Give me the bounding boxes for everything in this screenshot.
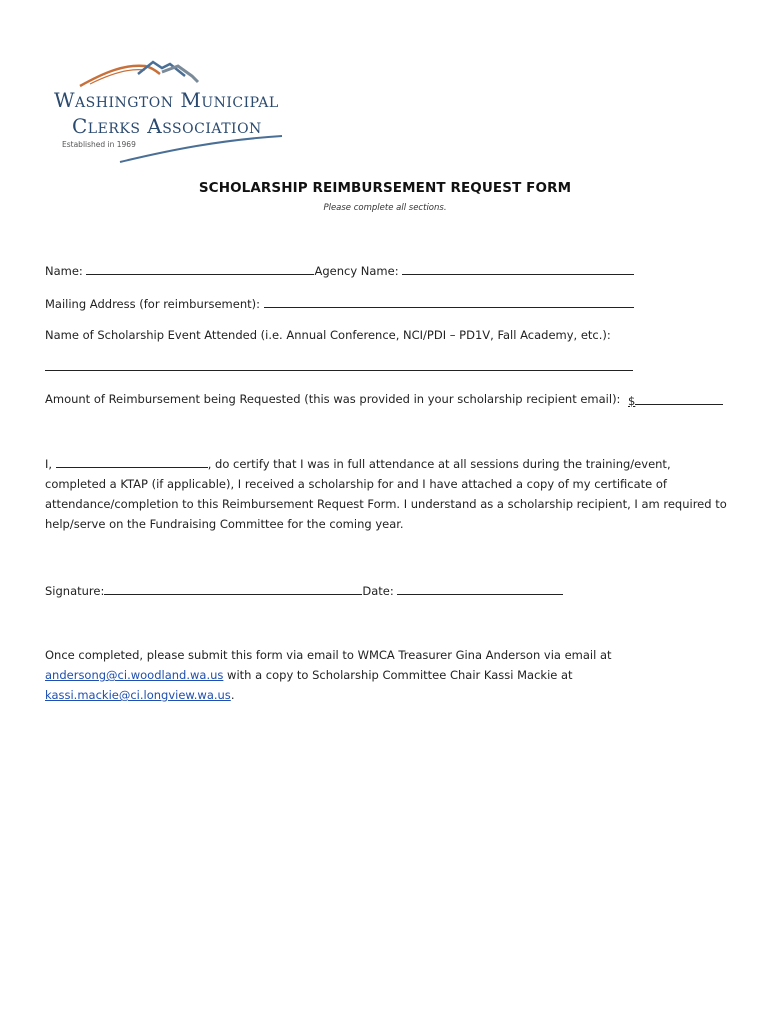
cert-text: , do certify that I was in full attendance at all sessions during the training/event, completed a KTAP (if applicable), I received a scholarship for and I have attached a copy of my certificate of attendance/completion to this Reimbursement Request Form. I understand as a scholarship recipient, I am required to help/serve on the Fundraising Committee for the coming year.: [45, 457, 727, 531]
signature-date-row: [45, 582, 563, 598]
amount-label: Amount of Reimbursement being Requested (this was provided in your scholarship recipient email):: [45, 392, 621, 406]
event-row: [45, 358, 633, 374]
cert-name-field[interactable]: [56, 455, 208, 468]
date-label: Date:: [362, 584, 394, 598]
name-agency-row: [45, 262, 634, 278]
agency-field[interactable]: [402, 262, 634, 275]
cert-prefix: I,: [45, 457, 53, 471]
mailing-field[interactable]: [264, 295, 634, 308]
signature-field[interactable]: [104, 582, 362, 595]
event-field[interactable]: [45, 358, 633, 371]
submission-paragraph: [45, 645, 735, 705]
mailing-row: [45, 295, 634, 311]
logo-established: Established in 1969: [62, 140, 136, 149]
submit-text-1: Once completed, please submit this form via email to WMCA Treasurer Gina Anderson via email at: [45, 648, 612, 662]
signature-label: Signature:: [45, 584, 105, 598]
email-link-chair[interactable]: kassi.mackie@ci.longview.wa.us: [45, 688, 231, 702]
logo-title-line2: Clerks Association: [72, 114, 262, 138]
submit-end: .: [230, 688, 235, 702]
form-subtitle: Please complete all sections.: [323, 203, 447, 213]
agency-label: Agency Name:: [314, 264, 399, 278]
submit-text-2: with a copy to Scholarship Committee Chair Kassi Mackie at: [223, 668, 573, 682]
event-label: Name of Scholarship Event Attended (i.e. Annual Conference, NCI/PDI – PD1V, Fall Academy, etc.):: [45, 328, 611, 342]
name-label: Name:: [45, 264, 83, 278]
mailing-label: Mailing Address (for reimbursement):: [45, 297, 260, 311]
currency-symbol: $: [628, 394, 636, 408]
wmca-logo: [50, 52, 290, 170]
date-field[interactable]: [397, 582, 563, 595]
email-link-treasurer[interactable]: andersong@ci.woodland.wa.us: [45, 668, 224, 682]
name-field[interactable]: [86, 262, 314, 275]
form-title: SCHOLARSHIP REIMBURSEMENT REQUEST FORM: [198, 180, 572, 196]
certification-paragraph: [45, 454, 735, 534]
amount-field[interactable]: [635, 392, 723, 405]
amount-row: [628, 392, 723, 408]
logo-title-line1: Washington Municipal: [54, 88, 279, 112]
